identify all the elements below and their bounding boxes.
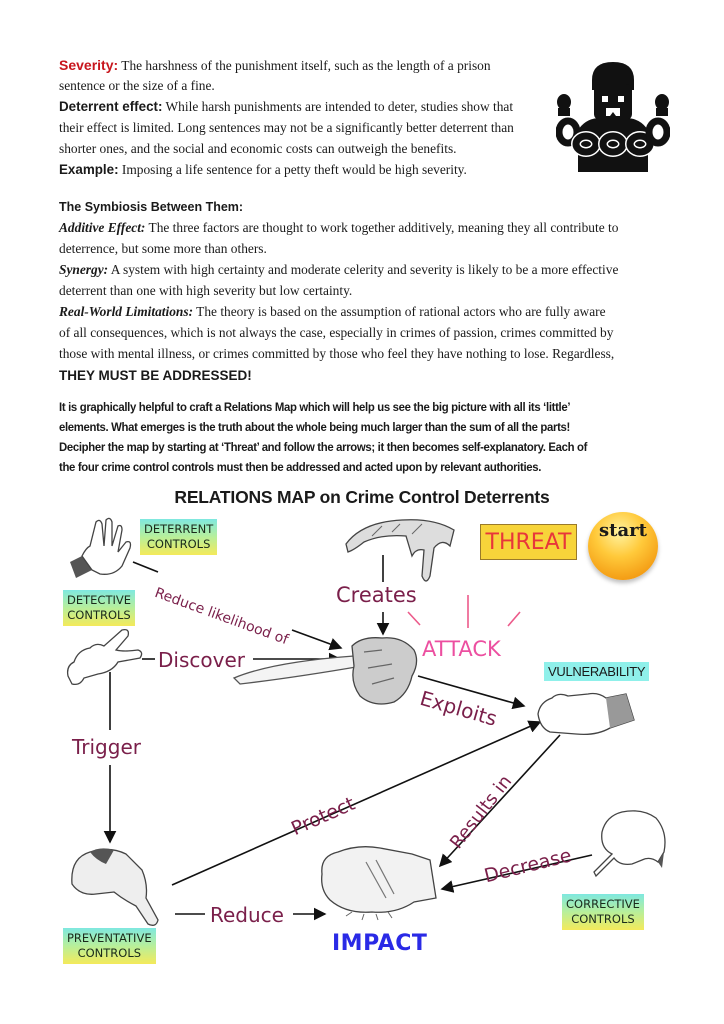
severity-line2: sentence or the size of a fine. [59,78,215,93]
vulnerability-node: VULNERABILITY [544,662,649,681]
deterrent-line3: shorter ones, and the social and economic costs can outweigh the benefits. [59,141,457,156]
edge-label-reduce-likelihood: Reduce likelihood of [152,585,291,649]
edge-label-exploits: Exploits [417,686,500,731]
corrective-hand-icon [592,808,670,880]
deterrent-controls-line1: DETERRENT [144,522,214,536]
preventative-controls-node [63,928,156,964]
limits-label: Real-World Limitations: [59,304,194,319]
impact-fist-icon [316,842,444,922]
grasping-hand-icon [536,684,636,740]
edge-label-decrease: Decrease [482,844,574,888]
intro-line4: the four crime control controls must then be addressed and acted upon by relevant authorities. [59,460,542,474]
impact-node: IMPACT [332,931,428,956]
edge-label-results-in: Results in [446,771,517,853]
corrective-controls-line2: CONTROLS [571,912,635,926]
deterrent-line2: their effect is limited. Long sentences may not be a significantly better deterrent than [59,120,514,135]
edge-label-reduce: Reduce [210,903,284,927]
edge-label-discover: Discover [158,648,245,672]
emphasis-line: THEY MUST BE ADDRESSED! [59,368,252,383]
symbiosis-heading: The Symbiosis Between Them: [59,200,244,214]
detective-controls-node [63,590,135,626]
edge-label-trigger: Trigger [72,735,141,759]
severity-text: The harshness of the punishment itself, such as the length of a prison [121,58,491,73]
edge-label-creates: Creates [336,583,417,607]
detective-controls-line2: CONTROLS [67,608,131,622]
threat-node: THREAT [480,524,577,560]
severity-label: Severity: [59,57,119,73]
intro-line1: It is graphically helpful to craft a Relations Map which will help us see the big picture with all its ‘little’ [59,400,571,414]
limits-line2: of all consequences, which is not always the case, especially in crimes of passion, crimes committed by [59,325,614,340]
preventative-hand-icon [66,844,174,930]
additive-label: Additive Effect: [59,220,146,235]
example-label: Example: [59,162,119,177]
attack-node: ATTACK [422,637,501,661]
attack-burst-icon [408,595,520,628]
start-button[interactable] [588,512,658,580]
corrective-controls-line1: CORRECTIVE [566,897,640,911]
deterrent-text: While harsh punishments are intended to deter, studies show that [165,99,514,114]
example-text: Imposing a life sentence for a petty theft would be high severity. [121,162,467,177]
additive-line2: deterrence, but some more than others. [59,241,267,256]
pointing-hand-icon [64,628,148,690]
relations-map-title: RELATIONS MAP on Crime Control Deterrents [174,487,550,507]
edge-label-protect: Protect [288,792,359,841]
intro-line3: Decipher the map by starting at ‘Threat’ and follow the arrows; it then becomes self-explanatory. Each of [59,440,588,454]
synergy-line2: deterrent than one with high severity but low certainty. [59,283,353,298]
synergy-label: Synergy: [59,262,109,277]
preventative-controls-line1: PREVENTATIVE [67,931,152,945]
synergy-text: A system with high certainty and moderate celerity and severity is likely to be a more effective [110,262,619,277]
knife-fist-icon [232,632,422,712]
detective-controls-line1: DETECTIVE [67,593,131,607]
start-label: start [599,520,647,541]
limits-text: The theory is based on the assumption of rational actors who are fully aware [196,304,606,319]
deterrent-controls-node [140,519,217,555]
deterrent-effect-label: Deterrent effect: [59,99,163,114]
intro-line2: elements. What emerges is the truth about the whole being much larger than the sum of all the parts! [59,420,570,434]
stop-hand-icon [66,516,138,582]
deterrent-controls-line2: CONTROLS [146,537,211,551]
claw-hand-icon [342,516,462,588]
limits-line3: those with mental illness, or crimes committed by those who feel they have nothing to lose. Regardless, [59,346,615,361]
corrective-controls-node [562,894,644,930]
preventative-controls-line2: CONTROLS [77,946,142,960]
additive-text: The three factors are thought to work together additively, meaning they all contribute to [148,220,619,235]
